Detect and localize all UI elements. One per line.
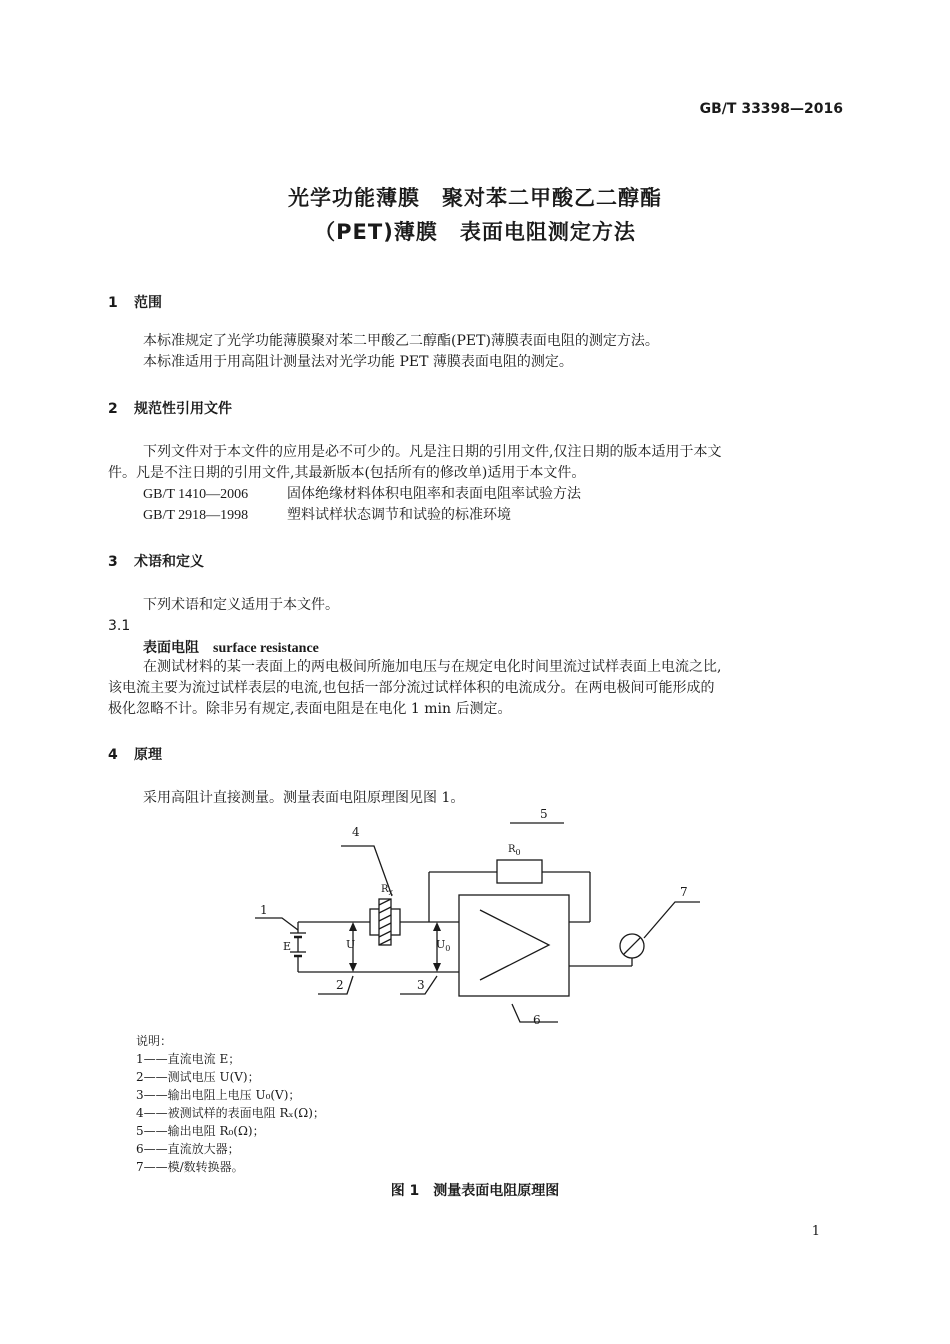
section-title: 术语和定义 xyxy=(134,554,204,570)
section-number: 3 xyxy=(108,554,118,570)
legend-item: 3——输出电阻上电压 U₀(V)； xyxy=(136,1088,301,1102)
label-rx: $R_x$ xyxy=(381,884,394,897)
label-e: E xyxy=(283,940,292,953)
section-title: 规范性引用文件 xyxy=(134,401,232,417)
legend-item: 5——输出电阻 R₀(Ω)； xyxy=(136,1124,265,1138)
legend-item: 4——被测试样的表面电阻 Rₓ(Ω)； xyxy=(136,1106,325,1120)
rx-specimen xyxy=(379,899,391,945)
definition-line-2: 该电流主要为流过试样表层的电流,也包括一部分流过试样体积的电流成分。在两电极间可能形成的 xyxy=(108,680,715,696)
section-4-para: 采用高阻计直接测量。测量表面电阻原理图见图 1。 xyxy=(143,790,465,806)
section-2-para-line-2: 件。凡是不注日期的引用文件,其最新版本(包括所有的修改单)适用于本文件。 xyxy=(108,465,586,481)
figure-caption: 图 1 测量表面电阻原理图 xyxy=(390,1183,560,1199)
callout-5: 5 xyxy=(540,807,548,821)
callout-1: 1 xyxy=(260,903,268,917)
amplifier-triangle xyxy=(480,910,549,980)
subsection-number: 3.1 xyxy=(108,618,131,634)
term-english: surface resistance xyxy=(213,641,319,656)
page-number: 1 xyxy=(811,1224,820,1239)
label-u: U xyxy=(346,938,356,951)
r0-resistor xyxy=(497,860,542,883)
section-number: 2 xyxy=(108,401,118,417)
document-title-line2: （PET)薄膜 表面电阻测定方法 xyxy=(314,220,636,244)
section-title: 原理 xyxy=(134,747,162,763)
legend-item: 7——模/数转换器。 xyxy=(136,1160,244,1174)
section-3-intro: 下列术语和定义适用于本文件。 xyxy=(143,597,339,613)
reference-title: 塑料试样状态调节和试验的标准环境 xyxy=(287,507,511,523)
standard-number: GB/T 33398—2016 xyxy=(699,101,843,117)
label-u0: $U_0$ xyxy=(436,938,451,953)
section-number: 4 xyxy=(108,747,118,763)
reference-code: GB/T 2918—1998 xyxy=(143,508,249,523)
callout-7: 7 xyxy=(680,885,688,899)
definition-line-3: 极化忽略不计。除非另有规定,表面电阻是在电化 1 min 后测定。 xyxy=(108,701,512,717)
callout-3: 3 xyxy=(417,978,425,992)
legend-item: 6——直流放大器； xyxy=(136,1142,240,1156)
legend-item: 1——直流电流 E； xyxy=(136,1052,241,1066)
section-title: 范围 xyxy=(134,295,162,311)
section-1-para-2: 本标准适用于用高阻计测量法对光学功能 PET 薄膜表面电阻的测定。 xyxy=(143,354,573,370)
section-1-para-1: 本标准规定了光学功能薄膜聚对苯二甲酸乙二醇酯(PET)薄膜表面电阻的测定方法。 xyxy=(143,333,659,349)
legend-title: 说明： xyxy=(136,1034,173,1048)
callout-4: 4 xyxy=(352,825,360,839)
reference-title: 固体绝缘材料体积电阻率和表面电阻率试验方法 xyxy=(287,486,581,502)
document-title-line1: 光学功能薄膜 聚对苯二甲酸乙二醇酯 xyxy=(288,186,662,210)
legend-item: 2——测试电压 U(V)； xyxy=(136,1070,260,1084)
label-r0: $R_0$ xyxy=(508,844,521,857)
reference-code: GB/T 1410—2006 xyxy=(143,487,249,502)
section-2-para-line-1: 下列文件对于本文件的应用是必不可少的。凡是注日期的引用文件,仅注日期的版本适用于本文 xyxy=(143,444,722,460)
callout-6: 6 xyxy=(533,1013,541,1027)
definition-line-1: 在测试材料的某一表面上的两电极间所施加电压与在规定电化时间里流过试样表面上电流之比, xyxy=(143,659,722,675)
section-number: 1 xyxy=(108,295,118,311)
amplifier-box xyxy=(459,895,569,996)
callout-2: 2 xyxy=(336,978,344,992)
term-chinese: 表面电阻 xyxy=(143,640,199,656)
